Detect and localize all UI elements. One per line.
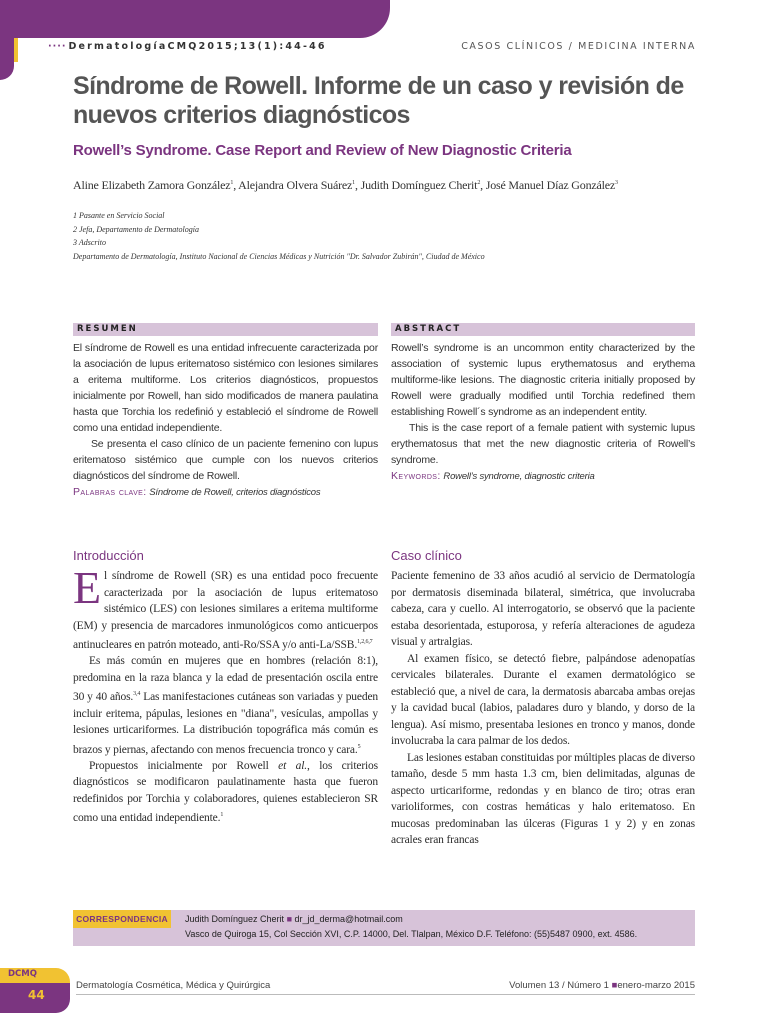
- intro-paragraph: [73, 653, 378, 758]
- author-affil-ref: 2: [477, 180, 481, 186]
- keywords-text: Síndrome de Rowell, criterios diagnósticos: [149, 487, 321, 498]
- author-affil-ref: 1: [352, 180, 355, 186]
- correspondence-label: CORRESPONDENCIA: [73, 910, 171, 928]
- case-paragraph: Al examen físico, se detectó fiebre, palpándose adenopatías cervicales bilaterales. Durante el examen dermatológico se estableció que, a nivel de cara, la dermatosis abarcaba ambas orejas y la cavidad bucal (labios, paladares duro y blando, y dorso de la lengua). Así mismo, presentaba lesiones en tronco y manos, donde involucraba la cara palmar de los dedos.: [391, 652, 695, 747]
- resumen-body: [73, 340, 378, 501]
- abstract-body: [391, 340, 695, 485]
- footer-brand: DCMQ: [8, 969, 37, 979]
- intro-paragraph: [73, 758, 378, 827]
- footer-issue: [509, 980, 695, 991]
- intro-text: , los criterios diagnósticos se modificaron paulatinamente hasta que fueron redefinidos por Torchia y colaboradores, quienes establecieron SR como una entidad independiente.: [73, 759, 378, 825]
- footer-period: enero-marzo 2015: [617, 980, 695, 991]
- intro-text: Propuestos inicialmente por Rowell: [89, 759, 279, 772]
- abstract-heading: ABSTRACT: [391, 323, 695, 336]
- author-affil-ref: 3: [615, 180, 618, 186]
- citation-ref: 1: [220, 812, 224, 819]
- affiliations: [73, 209, 485, 263]
- resumen-heading: RESUMEN: [73, 323, 378, 336]
- square-bullet-icon: ■: [611, 980, 618, 991]
- correspondence-address: Vasco de Quiroga 15, Col Sección XVI, C.P. 14000, Del. Tlalpan, México D.F. Teléfono: (55)5487 0900, ext. 4586.: [185, 929, 638, 939]
- affiliation-line: Departamento de Dermatología, Instituto Nacional de Ciencias Médicas y Nutrición "Dr. Salvador Zubirán", Ciudad de México: [73, 251, 485, 261]
- resumen-keywords: [73, 484, 378, 501]
- header-accent-corner: [0, 0, 14, 80]
- citation-ref: 3,4: [133, 691, 141, 698]
- intro-text: l síndrome de Rowell (SR) es una entidad poco frecuente caracterizada por la asociación de lupus eritematoso sistémico (LES) con lesiones similares a eritema multiforme (EM) y presencia de marcadores inmunológicos como anticuerpos antinucleares en patrón moteado, anti-Ro/SSA y/o anti-La/SSB.: [73, 570, 378, 651]
- abstract-paragraph: Rowell’s syndrome is an uncommon entity characterized by the association of systemic lupus erythematosus and erythema multiforme-like lesions. The diagnostic criteria initially proposed by Rowell were gradually modified until Torchia redefined them establishing Rowell´s syndrome as an independent entity.: [391, 342, 695, 418]
- article-subtitle: Rowell’s Syndrome. Case Report and Review of New Diagnostic Criteria: [73, 142, 572, 159]
- correspondence-email[interactable]: dr_jd_derma@hotmail.com: [294, 914, 403, 924]
- page-number: 44: [28, 988, 45, 1002]
- square-bullet-icon: ■: [286, 914, 293, 924]
- citation-ref: 1,2,6,7: [357, 639, 373, 645]
- citation-ref: 5: [357, 743, 361, 750]
- footer-journal-name: Dermatología Cosmética, Médica y Quirúrgica: [76, 980, 271, 991]
- case-paragraph: Las lesiones estaban constituidas por múltiples placas de diverso tamaño, desde 5 mm hasta 1.3 cm, bien delimitadas, algunas de aspecto urticariforme, redondas y en blanco de tiro; otras eran varioliformes, con costras hemáticas y halo eritematoso. En mucosas predominaban las úlceras (Figuras 1 y 2) y en zonas acrales eran francas: [391, 751, 695, 846]
- author-name: Aline Elizabeth Zamora González: [73, 178, 231, 192]
- case-heading: Caso clínico: [391, 548, 462, 563]
- correspondence-box: [73, 910, 695, 946]
- abstract-paragraph: This is the case report of a female patient with systemic lupus erythematosus that met the new diagnostic criteria of Rowell’s syndrome.: [391, 422, 695, 466]
- footer-volume: Volumen 13 / Número 1: [509, 980, 609, 991]
- correspondence-name: Judith Domínguez Cherit: [185, 914, 285, 924]
- intro-text: Las manifestaciones cutáneas son variadas y pueden incluir eritema, pápulas, lesiones en "diana", vesículas, ampollas y lesiones urticariformes. La distribución topográfica más común es brazos y piernas, afectando con menos frecuencia tronco y cara.: [73, 691, 378, 756]
- affiliation-line: 3 Adscrito: [73, 238, 106, 247]
- journal-citation: [48, 41, 327, 52]
- footer-divider: [76, 994, 695, 995]
- author-name: Judith Domínguez Cherit: [360, 178, 478, 192]
- article-title: Síndrome de Rowell. Informe de un caso y revisión de nuevos criterios diagnósticos: [73, 72, 684, 129]
- affiliation-line: 2 Jefa, Departamento de Dermatología: [73, 224, 199, 234]
- case-paragraph: Paciente femenino de 33 años acudió al servicio de Dermatología por dermatosis diseminada bilateral, simétrica, que involucraba cabeza, cara y cuello. Al interrogatorio, se observó que la paciente estaba desorientada, estuporosa, y refería alteraciones de agudeza visual y artralgias.: [391, 570, 695, 648]
- keywords-label: Keywords:: [391, 470, 441, 482]
- correspondence-contact: [185, 914, 403, 924]
- drop-cap: E: [73, 562, 101, 613]
- author-list: Aline Elizabeth Zamora González$^1$, Alejandra Olvera Suárez$^1$, Judith Domínguez Cherit$^2$, José Manuel Díaz González$^3$: [73, 178, 618, 192]
- author-affil-ref: 1: [230, 180, 234, 186]
- resumen-paragraph: Se presenta el caso clínico de un paciente femenino con lupus eritematoso sistémico que cumple con los nuevos criterios diagnósticos del síndrome de Rowell.: [73, 438, 378, 482]
- case-body: [391, 568, 695, 849]
- dots-ornament: ····: [48, 41, 67, 52]
- intro-paragraph: [73, 562, 378, 653]
- author-name: Alejandra Olvera Suárez: [238, 178, 353, 192]
- affiliation-line: 1 Pasante en Servicio Social: [73, 211, 165, 220]
- intro-text: Es más común en mujeres que en hombres (relación 8:1), predomina en la raza blanca y la edad de presentación oscila entre 30 y 40 años.: [73, 655, 378, 704]
- resumen-paragraph: El síndrome de Rowell es una entidad infrecuente caracterizada por la asociación de lupus eritematoso sistémico con lesiones similares a eritema multiforme. Los criterios diagnósticos, propuestos inicialmente por Rowell, han sido modificados de manera paulatina hasta que Torchia los redefinió y estableció el síndrome de Rowell como una entidad independiente.: [73, 342, 378, 434]
- keywords-text: Rowell’s syndrome, diagnostic criteria: [443, 471, 595, 482]
- section-label: CASOS CLÍNICOS / MEDICINA INTERNA: [461, 41, 696, 52]
- intro-text-italic: et al.: [278, 759, 307, 772]
- journal-citation-text: DermatologíaCMQ2015;13(1):44-46: [68, 41, 327, 52]
- abstract-keywords: [391, 468, 695, 485]
- intro-body: [73, 562, 378, 827]
- author-name: José Manuel Díaz González: [485, 178, 616, 192]
- intro-heading: Introducción: [73, 548, 144, 563]
- keywords-label: Palabras clave:: [73, 486, 147, 498]
- header-accent-bar: [0, 0, 390, 38]
